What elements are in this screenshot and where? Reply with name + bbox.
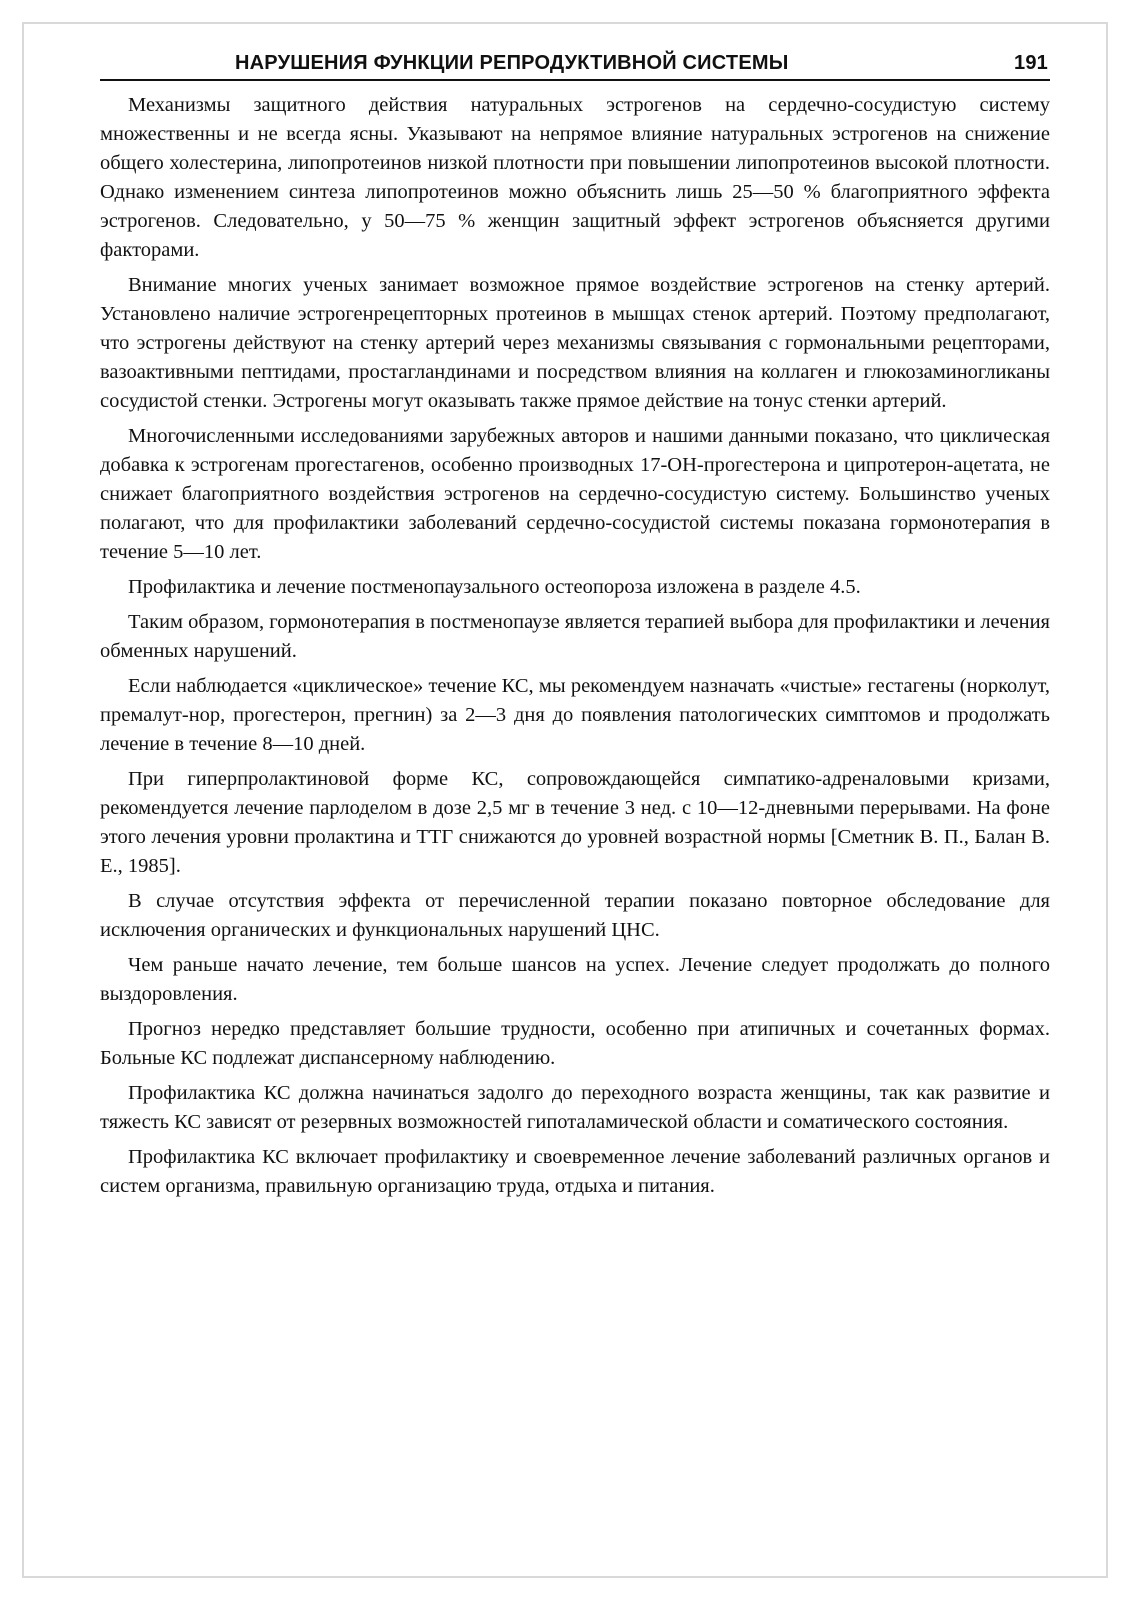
paragraph: Профилактика КС должна начинаться задолго до переходного возраста женщины, так как развитие и тяжесть КС зависят от резервных возможностей гипоталамической области и соматического состояния. — [100, 1082, 1050, 1133]
document-page — [22, 22, 1108, 1578]
paragraph: Профилактика КС включает профилактику и своевременное лечение заболеваний различных органов и систем организма, правильную организацию труда, отдыха и питания. — [100, 1146, 1050, 1197]
running-header-title: НАРУШЕНИЯ ФУНКЦИИ РЕПРОДУКТИВНОЙ СИСТЕМЫ — [235, 52, 789, 74]
paragraph: Если наблюдается «циклическое» течение КС, мы рекомендуем назначать «чистые» гестагены (норколут, премалут-нор, прогестерон, прегнин) за 2—3 дня до появления патологических симптомов и продолжать лечение в течение 8—10 дней. — [100, 675, 1050, 755]
paragraph: Внимание многих ученых занимает возможное прямое воздействие эстрогенов на стенку артерий. Установлено наличие эстрогенрецепторных протеинов в мышцах стенок артерий. Поэтому предполагают, что эстрогены действуют на стенку артерий через механизмы связывания с гормональными рецепторами, вазоактивными пептидами, простагландинами и посредством влияния на коллаген и глюкозаминогликаны сосудистой стенки. Эстрогены могут оказывать также прямое действие на тонус стенки артерий. — [100, 274, 1050, 412]
paragraph: Таким образом, гормонотерапия в постменопаузе является терапией выбора для профилактики и лечения обменных нарушений. — [100, 611, 1050, 662]
paragraph: Прогноз нередко представляет большие трудности, особенно при атипичных и сочетанных формах. Больные КС подлежат диспансерному наблюдению. — [100, 1018, 1050, 1069]
paragraph: Чем раньше начато лечение, тем больше шансов на успех. Лечение следует продолжать до полного выздоровления. — [100, 954, 1050, 1005]
paragraph: При гиперпролактиновой форме КС, сопровождающейся симпатико-адреналовыми кризами, рекомендуется лечение парлоделом в дозе 2,5 мг в течение 3 нед. с 10—12-дневными перерывами. На фоне этого лечения уровни пролактина и ТТГ снижаются до уровней возрастной нормы [Сметник В. П., Балан В. Е., 1985]. — [100, 768, 1050, 877]
page-number: 191 — [1014, 52, 1048, 74]
running-header — [100, 52, 1050, 81]
paragraph: Профилактика и лечение постменопаузального остеопороза изложена в разделе 4.5. — [128, 576, 861, 598]
paragraph: В случае отсутствия эффекта от перечисленной терапии показано повторное обследование для исключения органических и функциональных нарушений ЦНС. — [100, 890, 1050, 941]
paragraph: Механизмы защитного действия натуральных эстрогенов на сердечно-сосудистую систему множественны и не всегда ясны. Указывают на непрямое влияние натуральных эстрогенов на снижение общего холестерина, липопротеинов низкой плотности при повышении липопротеинов высокой плотности. Однако изменением синтеза липопротеинов можно объяснить лишь 25—50 % благоприятного эффекта эстрогенов. Следовательно, у 50—75 % женщин защитный эффект эстрогенов объясняется другими факторами. — [100, 94, 1050, 261]
paragraph: Многочисленными исследованиями зарубежных авторов и нашими данными показано, что циклическая добавка к эстрогенам прогестагенов, особенно производных 17-ОН-прогестерона и ципротерон-ацетата, не снижает благоприятного воздействия эстрогенов на сердечно-сосудистую систему. Большинство ученых полагают, что для профилактики заболеваний сердечно-сосудистой системы показана гормонотерапия в течение 5—10 лет. — [100, 425, 1050, 563]
body-text — [100, 91, 1050, 1201]
page-content — [100, 52, 1050, 1207]
